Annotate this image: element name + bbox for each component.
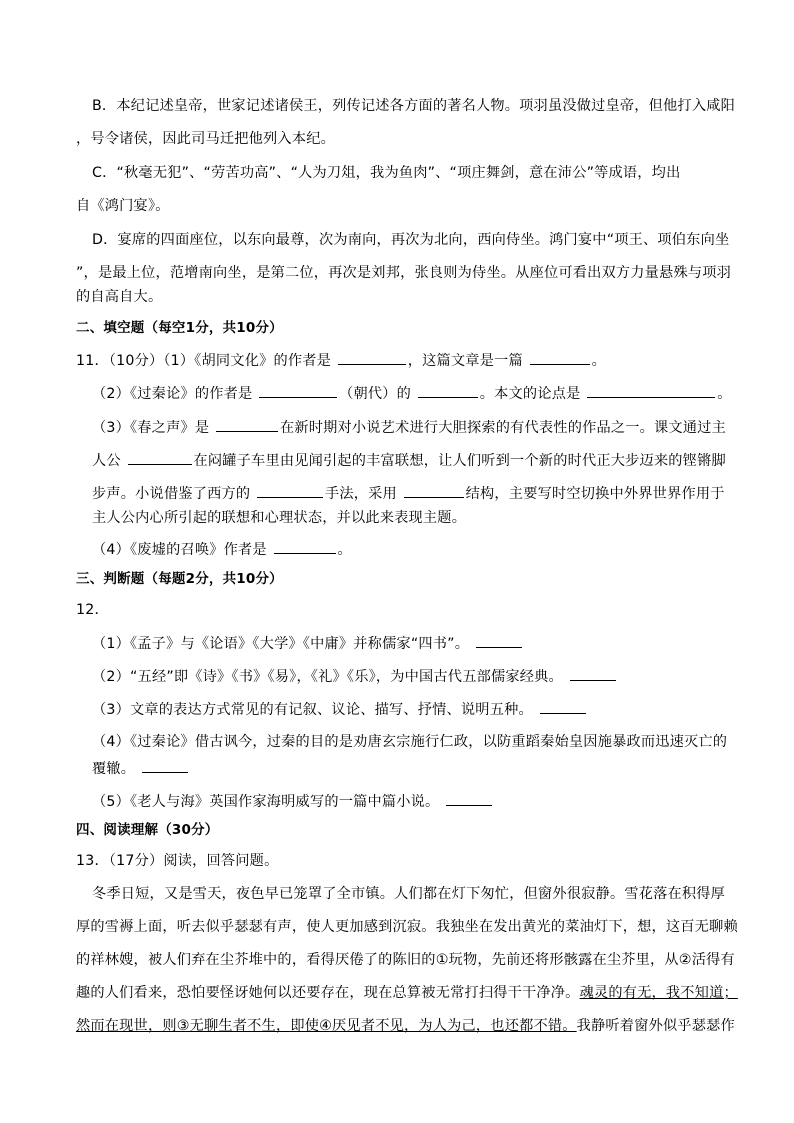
q11-3-text-d: 在闷罐子车里由见闻引起的丰富联想，让人们听到一个新的时代正大步迈来的铿锵脚 [193, 453, 726, 469]
q12-5-text: （5）《老人与海》英国作家海明威写的一篇中篇小说。 [92, 794, 445, 810]
option-c-line-1: C．“秋毫无犯”、“劳苦功高”、“人为刀俎，我为鱼肉”、“项庄舞剑，意在沛公”等成语，均出 [92, 165, 681, 181]
question-12-4-line-1: （4）《过秦论》借古讽今，过秦的目的是劝唐玄宗施行仁政，以防重蹈秦始皇因施暴政而迅速灭亡的 [92, 734, 728, 750]
q11-3-text-g: 结构，主要写时空切换中外界世界作用于 [465, 486, 725, 502]
option-d-line-1: D．宴席的四面座位，以东向最尊，次为南向，再次为北向，西向侍坐。鸿门宴中“项王、项伯东向坐 [92, 232, 730, 248]
q11-3-text-e: 步声。小说借鉴了西方的 [92, 486, 255, 502]
passage-line-3: 的祥林嫂，被人们弃在尘芥堆中的，看得厌倦了的陈旧的①玩物，先前还将形骸露在尘芥里，从②活得有 [76, 952, 735, 968]
question-12-4-line-2 [92, 758, 190, 779]
answer-blank[interactable] [540, 699, 586, 714]
q12-4-text: 覆辙。 [92, 761, 140, 777]
q11-2-text-c: 。本文的论点是 [479, 386, 586, 402]
passage-line-2: 厚的雪褥上面，听去似乎瑟瑟有声，使人更加感到沉寂。我独坐在发出黄光的菜油灯下，想，这百无聊赖 [76, 919, 738, 935]
question-11-2-line [92, 383, 732, 404]
option-d-line-3: 的自高自大。 [76, 289, 163, 305]
q11-2-text-d: 。 [717, 386, 732, 402]
q11-text-a: 11．（10分）（1）《胡同文化》的作者是 [76, 353, 336, 369]
q11-2-text-b: （朝代）的 [339, 386, 416, 402]
q11-text-b: ，这篇文章是一篇 [407, 353, 528, 369]
question-12-3-line [92, 699, 588, 720]
answer-blank[interactable] [530, 350, 590, 365]
q12-2-text: （2）“五经”即《诗》《书》《易》，《礼》《乐》，为中国古代五部儒家经典。 [92, 669, 568, 685]
answer-blank[interactable] [142, 758, 188, 773]
answer-blank[interactable] [570, 666, 616, 681]
passage-text: 我静听着窗外似乎瑟瑟作 [576, 1018, 735, 1034]
q11-4-text-b: 。 [337, 542, 352, 558]
q11-3-text-f: 手法，采用 [324, 486, 402, 502]
q12-1-text: （1）《孟子》与《论语》《大学》《中庸》并称儒家“四书”。 [92, 636, 474, 652]
answer-blank[interactable] [476, 633, 522, 648]
question-11-4-line [92, 539, 352, 560]
q11-3-text-a: （3）《春之声》是 [92, 420, 214, 436]
underlined-passage-text: 魂灵的有无，我不知道； [579, 985, 738, 1001]
passage-line-1: 冬季日短，又是雪天，夜色早已笼罩了全市镇。人们都在灯下匆忙，但窗外很寂静。雪花落在积得厚 [92, 886, 726, 902]
answer-blank[interactable] [338, 350, 406, 365]
question-11-3-line-4: 主人公内心所引起的联想和心理状态，并以此来表现主题。 [92, 510, 467, 526]
question-11-line [76, 350, 606, 371]
answer-blank[interactable] [259, 383, 337, 398]
q11-3-text-b: 在新时期对小说艺术进行大胆探索的有代表性的作品之一。课文通过主 [279, 420, 726, 436]
answer-blank[interactable] [418, 383, 478, 398]
section-3-heading: 三、判断题（每题2分，共10分） [76, 571, 283, 587]
answer-blank[interactable] [446, 791, 492, 806]
q11-2-text-a: （2）《过秦论》的作者是 [92, 386, 258, 402]
question-11-3-line-3 [92, 483, 725, 504]
answer-blank[interactable] [257, 483, 323, 498]
question-12-number: 12． [76, 602, 109, 618]
passage-line-4 [76, 983, 738, 1003]
question-12-1-line [92, 633, 524, 654]
option-c-line-2: 自《鸿门宴》。 [76, 198, 170, 214]
q12-3-text: （3）文章的表达方式常见的有记叙、议论、描写、抒情、说明五种。 [92, 702, 538, 718]
question-12-5-line [92, 791, 494, 812]
passage-line-5 [76, 1016, 735, 1036]
passage-text: 趣的人们看来，恐怕要怪讶她何以还要存在，现在总算被无常打扫得干干净净。 [76, 985, 580, 1001]
answer-blank[interactable] [216, 417, 278, 432]
question-11-3-line-2 [92, 450, 726, 471]
underlined-passage-text: 然而在现世，则③无聊生者不生，即使④厌见者不见，为人为己，也还都不错。 [76, 1018, 577, 1034]
option-d-line-2: ”，是最上位，范增南向坐，是第二位，再次是刘邦，张良则为侍坐。从座位可看出双方力量悬殊与项羽 [76, 265, 731, 281]
question-11-3-line-1 [92, 417, 726, 438]
q11-3-text-c: 人公 [92, 453, 126, 469]
option-b-line-2: ，号令诸侯，因此司马迁把他列入本纪。 [76, 131, 335, 147]
section-4-heading: 四、阅读理解（30分） [76, 822, 219, 838]
q11-4-text-a: （4）《废墟的召唤》作者是 [92, 542, 272, 558]
question-13-line: 13．（17分）阅读，回答问题。 [76, 853, 279, 869]
question-12-2-line [92, 666, 618, 687]
answer-blank[interactable] [404, 483, 464, 498]
answer-blank[interactable] [587, 383, 715, 398]
answer-blank[interactable] [128, 450, 192, 465]
section-2-heading: 二、填空题（每空1分，共10分） [76, 320, 283, 336]
option-b-line-1: B．本纪记述皇帝，世家记述诸侯王，列传记述各方面的著名人物。项羽虽没做过皇帝，但他打入咸阳 [92, 98, 735, 114]
q11-text-c: 。 [591, 353, 606, 369]
answer-blank[interactable] [274, 539, 336, 554]
